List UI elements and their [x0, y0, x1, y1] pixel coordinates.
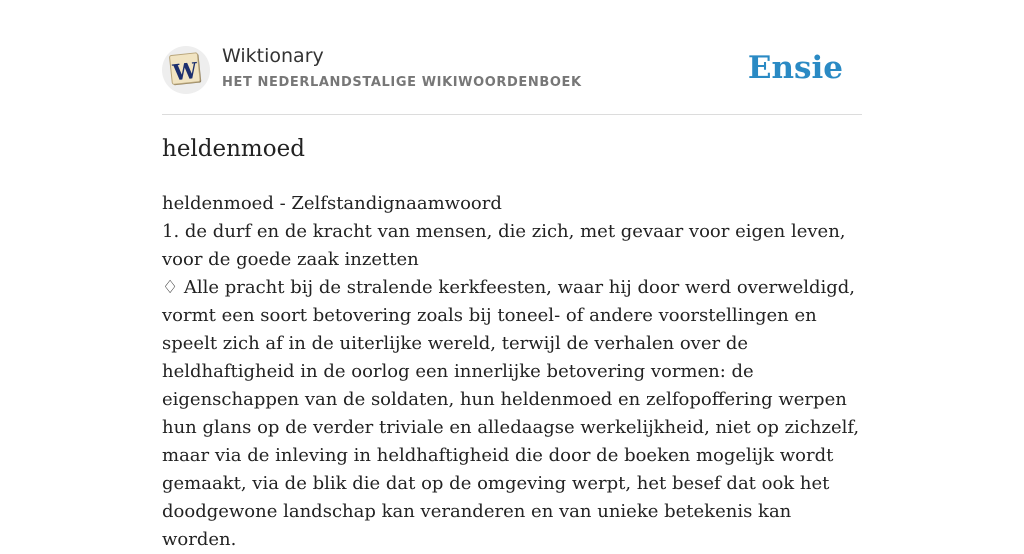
ensie-brand-link[interactable]: Ensie: [747, 50, 843, 86]
site-name[interactable]: Wiktionary: [222, 45, 324, 67]
logo-letter: W: [171, 57, 199, 87]
site-subtitle: HET NEDERLANDSTALIGE WIKIWOORDENBOEK: [222, 75, 582, 90]
site-header: [162, 44, 862, 115]
example-sentence: ♢ Alle pracht bij de stralende kerkfeesten, waar hij door werd overweldigd, vormt een soort betovering zoals bij toneel- of andere voorstellingen en speelt zich af in de uiterlijke wereld, terwijl de verhalen over de heldhaftigheid in de oorlog een innerlijke betovering vormen: de eigenschappen van de soldaten, hun heldenmoed en zelfopoffering werpen hun glans op de verder triviale en alledaagse werkelijkheid, niet op zichzelf, maar via de inleving in heldhaftigheid die door de boeken mogelijk wordt gemaakt, via de blik die dat op de omgeving werpt, het besef dat ook het doodgewone landschap kan veranderen en van unieke betekenis kan worden.: [162, 277, 860, 550]
wiktionary-tile-icon: [168, 52, 204, 88]
sense-definition: 1. de durf en de kracht van mensen, die zich, met gevaar voor eigen leven, voor de goede zaak inzetten: [162, 221, 846, 270]
definition-body: [162, 190, 862, 554]
word-class-line: heldenmoed - Zelfstandignaamwoord: [162, 193, 502, 214]
wiktionary-logo[interactable]: [162, 46, 210, 94]
page-title: heldenmoed: [162, 136, 305, 162]
